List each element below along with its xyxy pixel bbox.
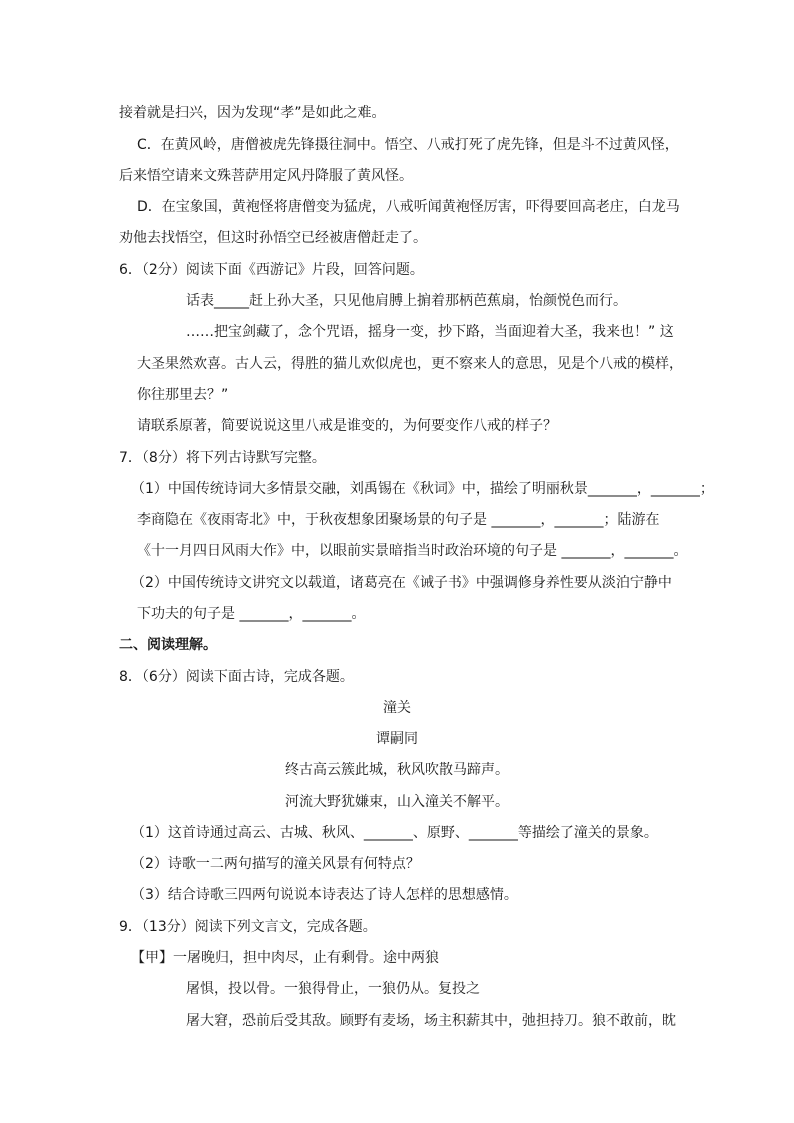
excerpt-line: 你往那里去？” (137, 387, 229, 403)
option-d-line: D．在宝象国，黄袍怪将唐僧变为猛虎，八戒听闻黄袍怪厉害，吓得要回高老庄，白龙马 (137, 199, 680, 215)
section-heading: 二、阅读理解。 (119, 637, 217, 653)
question-8-part-3: （3）结合诗歌三四两句说说本诗表达了诗人怎样的思想感情。 (131, 887, 518, 903)
passage-line: 屠大窘，恐前后受其敌。顾野有麦场，场主积薪其中，弛担持刀。狼不敢前，眈 (186, 1013, 676, 1029)
question-7-heading: 7．（8分）将下列古诗默写完整。 (119, 450, 326, 466)
excerpt-line: ……把宝剑藏了，念个咒语，摇身一变，抄下路，当面迎着大圣，我来也！” 这 (186, 324, 674, 340)
text-line: 后来悟空请来文殊菩萨用定风丹降服了黄风怪。 (119, 168, 413, 184)
passage-line: 屠惧，投以骨。一狼得骨止，一狼仍从。复投之 (186, 981, 480, 997)
question-7-part-2: 下功夫的句子是 _______，_______。 (137, 606, 366, 622)
question-7-part-1: （1）中国传统诗词大多情景交融，刘禹锡在《秋词》中，描绘了明丽秋景_______，_______； (131, 481, 714, 497)
excerpt-line: 话表_____赶上孙大圣，只见他肩膊上掮着那柄芭蕉扇，怡颜悦色而行。 (186, 293, 627, 309)
question-7-part-1: 李商隐在《夜雨寄北》中，于秋夜想象团聚场景的句子是 _______，_______；陆游在 (137, 512, 660, 528)
question-8-part-1: （1）这首诗通过高云、古城、秋风、_______、原野、_______等描绘了潼关的景象。 (131, 825, 658, 841)
question-8-heading: 8．（6分）阅读下面古诗，完成各题。 (119, 669, 354, 685)
passage-line: 【甲】一屠晚归，担中肉尽，止有剩骨。途中两狼 (131, 950, 439, 966)
poem-title: 潼关 (383, 700, 411, 716)
excerpt-line: 大圣果然欢喜。古人云，得胜的猫儿欢似虎也，更不察来人的意思，见是个八戒的模样， (137, 356, 683, 372)
text-line: 接着就是扫兴，因为发现“孝”是如此之难。 (119, 105, 386, 121)
poem-author: 谭嗣同 (376, 731, 418, 747)
text-line: 劝他去找悟空，但这时孙悟空已经被唐僧赶走了。 (119, 230, 427, 246)
question-6-heading: 6．（2分）阅读下面《西游记》片段，回答问题。 (119, 262, 424, 278)
poem-line: 河流大野犹嫌束，山入潼关不解平。 (285, 794, 509, 810)
question-8-part-2: （2）诗歌一二两句描写的潼关风景有何特点？ (131, 856, 420, 872)
poem-line: 终古高云簇此城，秋风吹散马蹄声。 (285, 762, 509, 778)
question-9-heading: 9．（13分）阅读下列文言文，完成各题。 (119, 919, 377, 935)
question-7-part-1: 《十一月四日风雨大作》中，以眼前实景暗指当时政治环境的句子是 _______，_______。 (137, 543, 688, 559)
question-6-prompt: 请联系原著，简要说说这里八戒是谁变的，为何要变作八戒的样子？ (137, 418, 557, 434)
option-c-line: C．在黄风岭，唐僧被虎先锋摄往洞中。悟空、八戒打死了虎先锋，但是斗不过黄风怪， (137, 137, 679, 153)
question-7-part-2: （2）中国传统诗文讲究文以载道，诸葛亮在《诫子书》中强调修身养性要从淡泊宁静中 (131, 575, 672, 591)
